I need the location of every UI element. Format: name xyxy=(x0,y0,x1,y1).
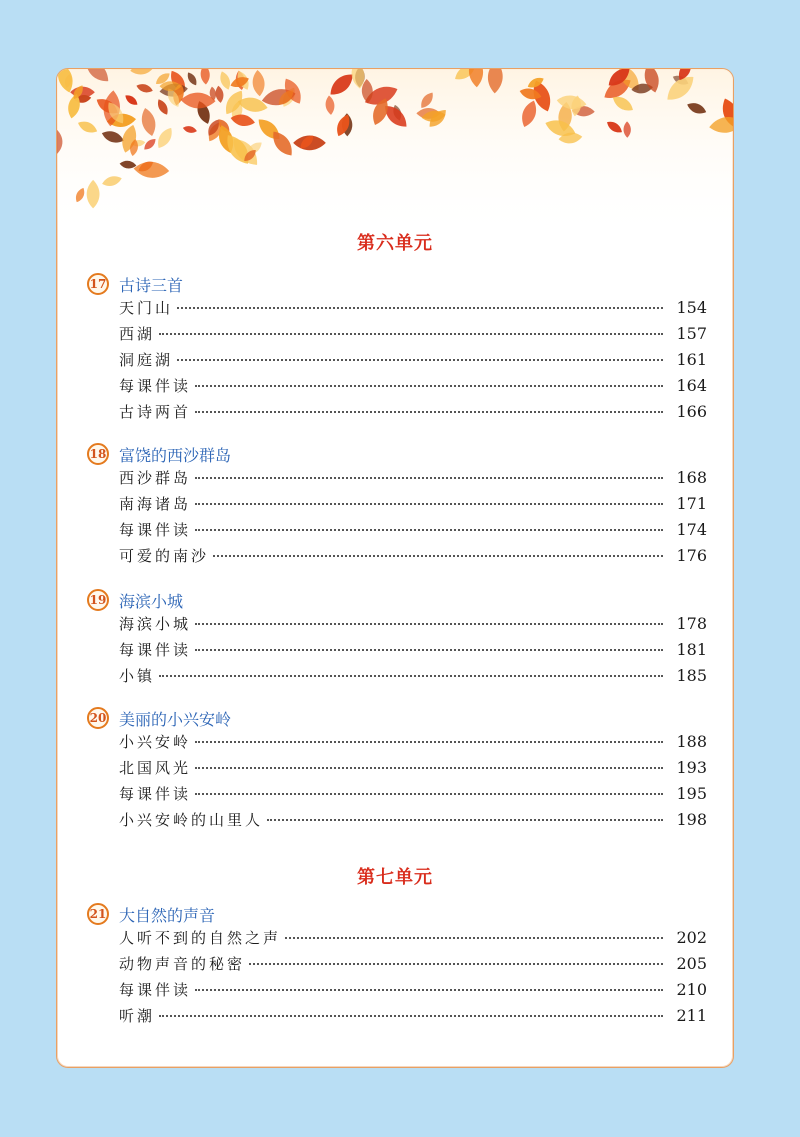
page-number: 171 xyxy=(676,494,707,513)
page-number: 154 xyxy=(676,298,707,317)
lesson-number-badge: 19 xyxy=(87,589,109,611)
toc-entry[interactable]: 洞庭湖 161 xyxy=(119,350,707,369)
toc-entry[interactable]: 北国风光 193 xyxy=(119,758,707,777)
toc-entry[interactable]: 听潮 211 xyxy=(119,1006,707,1025)
lesson-title: 美丽的小兴安岭 xyxy=(119,709,232,729)
toc-entry[interactable]: 小镇 185 xyxy=(119,666,707,685)
toc-entry[interactable]: 动物声音的秘密 205 xyxy=(119,954,707,973)
lesson-title: 古诗三首 xyxy=(119,275,184,295)
page-number: 166 xyxy=(676,402,707,421)
toc-entry[interactable]: 小兴安岭 188 xyxy=(119,732,707,751)
page-number: 176 xyxy=(676,546,707,565)
page-number: 161 xyxy=(676,350,707,369)
page-number: 195 xyxy=(676,784,707,803)
toc-entry[interactable]: 南海诸岛 171 xyxy=(119,494,707,513)
lesson-title: 海滨小城 xyxy=(119,591,184,611)
lesson-number-badge: 18 xyxy=(87,443,109,465)
page-number: 181 xyxy=(676,640,707,659)
page-number: 193 xyxy=(676,758,707,777)
toc-entry[interactable]: 每课伴读 164 xyxy=(119,376,707,395)
page-number: 178 xyxy=(676,614,707,633)
page-number: 211 xyxy=(676,1006,707,1025)
unit-title-6: 第六单元 xyxy=(357,233,433,254)
toc-entry[interactable]: 小兴安岭的山里人 198 xyxy=(119,810,707,829)
page-number: 205 xyxy=(676,954,707,973)
page-number: 210 xyxy=(676,980,707,999)
lesson-18[interactable] xyxy=(87,441,707,571)
lesson-19[interactable] xyxy=(87,587,707,691)
page-number: 188 xyxy=(676,732,707,751)
lesson-number-badge: 20 xyxy=(87,707,109,729)
lesson-title: 富饶的西沙群岛 xyxy=(119,445,232,465)
page-number: 157 xyxy=(676,324,707,343)
toc-entry[interactable]: 每课伴读 174 xyxy=(119,520,707,539)
page-number: 202 xyxy=(676,928,707,947)
toc-entry[interactable]: 西沙群岛 168 xyxy=(119,468,707,487)
lesson-21[interactable] xyxy=(87,901,707,1031)
page-number: 174 xyxy=(676,520,707,539)
toc-page xyxy=(56,68,734,1068)
autumn-leaves-banner xyxy=(57,69,733,239)
lesson-number-badge: 21 xyxy=(87,903,109,925)
toc-entry[interactable]: 古诗两首 166 xyxy=(119,402,707,421)
toc-entry[interactable]: 天门山 154 xyxy=(119,298,707,317)
toc-entry[interactable]: 可爱的南沙 176 xyxy=(119,546,707,565)
toc-entry[interactable]: 每课伴读 210 xyxy=(119,980,707,999)
toc-entry[interactable]: 每课伴读 181 xyxy=(119,640,707,659)
lesson-17[interactable] xyxy=(87,271,707,427)
toc-entry[interactable]: 每课伴读 195 xyxy=(119,784,707,803)
toc-entry[interactable]: 人听不到的自然之声 202 xyxy=(119,928,707,947)
lesson-number-badge: 17 xyxy=(87,273,109,295)
page-number: 168 xyxy=(676,468,707,487)
page-number: 164 xyxy=(676,376,707,395)
page-number: 198 xyxy=(676,810,707,829)
lesson-title: 大自然的声音 xyxy=(119,905,216,925)
toc-entry[interactable]: 海滨小城 178 xyxy=(119,614,707,633)
page-number: 185 xyxy=(676,666,707,685)
toc-entry[interactable]: 西湖 157 xyxy=(119,324,707,343)
unit-title-7: 第七单元 xyxy=(357,867,433,888)
lesson-20[interactable] xyxy=(87,705,707,835)
